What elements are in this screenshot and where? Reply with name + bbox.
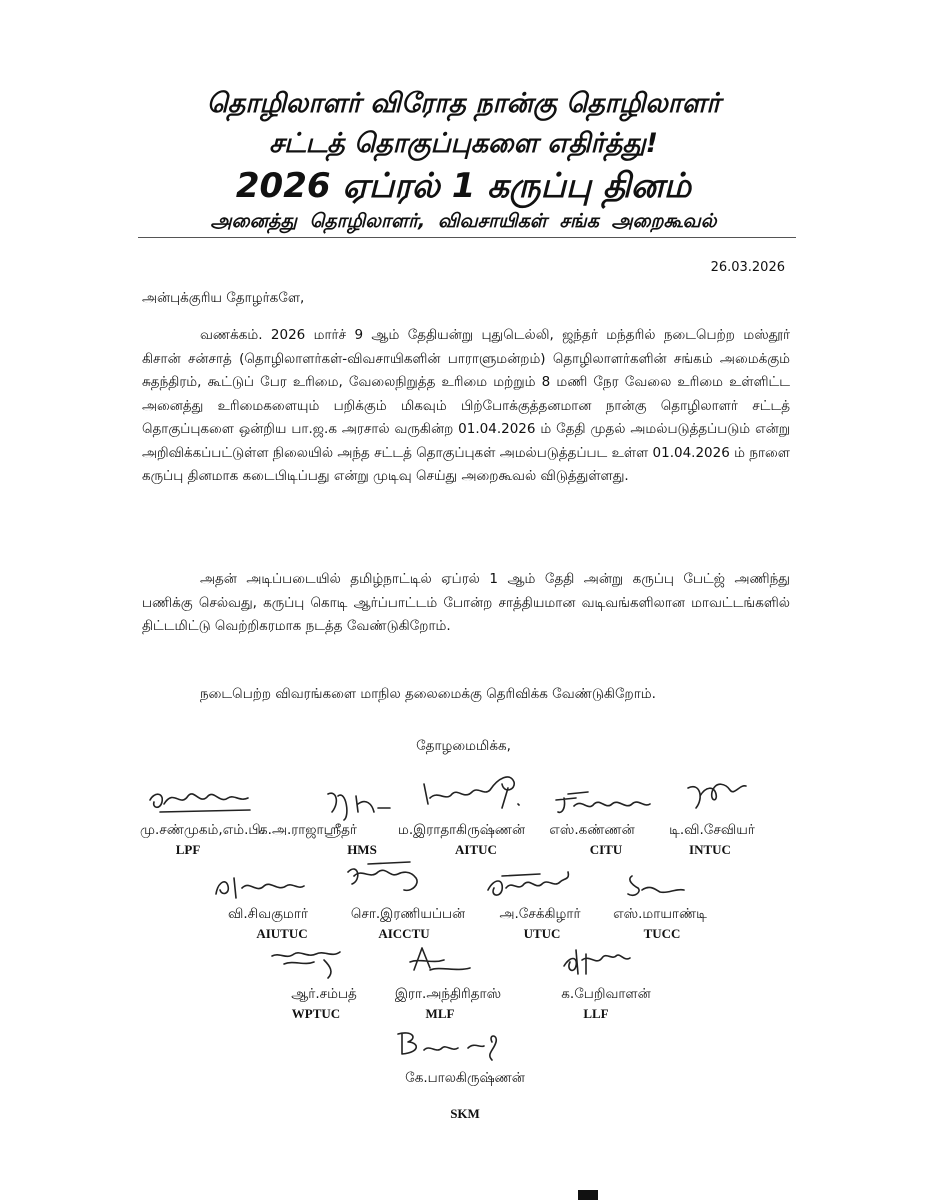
signatory-name-6: வி.சிவகுமார்	[227, 906, 309, 922]
closing: தோழமைமிக்க,	[416, 738, 511, 754]
signature-1	[140, 778, 260, 820]
salutation: அன்புக்குரிய தோழர்களே,	[142, 290, 305, 306]
body-paragraph-1: வணக்கம். 2026 மார்ச் 9 ஆம் தேதியன்று புதுடெல்லி, ஜந்தர் மந்தரில் நடைபெற்ற மஸ்தூர் கிசான் சன்சாத் (தொழிலாளர்கள்-விவசாயிகளின் பாராளுமன்றம்) தொழிலாளர்களின் சங்கம் அமைக்கும் சுதந்திரம், கூட்டுப் பேர உரிமை, வேலைநிறுத்த உரிமை மற்றும் 8 மணி நேர வேலை உரிமை உள்ளிட்ட அனைத்து உரிமைகளையும் பறிக்கும் மிகவும் பிற்போக்குத்தனமான நான்கு தொழிலாளர் சட்டத் தொகுப்புகளை ஒன்றிய பா.ஜ.க அரசால் வருகின்ற 01.04.2026 ம் தேதி முதல் அமல்படுத்தப்படும் என்று அறிவிக்கப்பட்டுள்ள நிலையில் அந்த சட்டத் தொகுப்புகள் அமல்படுத்தப்பட உள்ள 01.04.2026 ம் நாளை கருப்பு தினமாக கடைபிடிப்பது என்று முடிவு செய்து அறைகூவல் விடுத்துள்ளது.	[142, 327, 790, 484]
signature-5	[680, 772, 800, 814]
signature-13	[388, 1024, 508, 1066]
signatory-name-10: ஆர்.சம்பத்	[291, 986, 357, 1002]
signatory-org-7: AICCTU	[378, 926, 430, 941]
signatory-org-5: INTUC	[689, 842, 731, 857]
signature-10	[264, 942, 384, 984]
signatory-name-8: அ.சேக்கிழார்	[499, 906, 581, 922]
signature-6	[208, 864, 328, 906]
signature-3	[418, 768, 538, 810]
body-paragraph-2: அதன் அடிப்படையில் தமிழ்நாட்டில் ஏப்ரல் 1 ஆம் தேதி அன்று கருப்பு பேட்ஜ் அணிந்து பணிக்கு செல்வது, கருப்பு கொடி ஆர்ப்பாட்டம் போன்ற சாத்தியமான வடிவங்களிலான மாவட்டங்களில் திட்டமிட்டு வெற்றிகரமாக நடத்த வேண்டுகிறோம்.	[142, 571, 790, 634]
signatory-name-3: ம.இராதாகிருஷ்ணன்	[398, 822, 526, 838]
signatory-org-4: CITU	[589, 842, 623, 857]
signatory-name-12: க.பேறிவாளன்	[561, 986, 651, 1002]
signatory-name-7: சொ.இரணியப்பன்	[350, 906, 466, 922]
body-paragraph-3: நடைபெற்ற விவரங்களை மாநில தலைமைக்கு தெரிவிக்க வேண்டுகிறோம்.	[200, 686, 656, 702]
signatory-org-10: WPTUC	[291, 1006, 341, 1021]
signatory-name-9: எஸ்.மாயாண்டி	[613, 906, 707, 922]
signatory-name-2: க.அ.ராஜாஸ்ரீதர்	[259, 822, 357, 838]
letter-date: 26.03.2026	[710, 260, 785, 275]
signatory-org-8: UTUC	[523, 926, 561, 941]
signature-9	[620, 866, 740, 908]
signature-8	[480, 864, 600, 906]
signatory-name-1: மு.சண்முகம்,எம்.பி.	[140, 822, 266, 838]
signatory-org-2: HMS	[347, 842, 377, 857]
signature-12	[556, 940, 676, 982]
scan-artifact	[578, 1190, 598, 1200]
signatory-name-4: எஸ்.கண்ணன்	[549, 822, 635, 838]
signatory-name-5: டி.வி.சேவியர்	[669, 822, 755, 838]
headline-title: 2026 ஏப்ரல் 1 கருப்பு தினம்	[235, 166, 692, 206]
signatory-org-12: LLF	[583, 1006, 609, 1021]
signature-4	[548, 784, 668, 826]
signatory-org-13: SKM	[450, 1106, 480, 1121]
header-divider	[138, 237, 796, 238]
signatory-name-13: கே.பாலகிருஷ்ணன்	[405, 1070, 525, 1086]
headline-subtitle: அனைத்து தொழிலாளர், விவசாயிகள் சங்க அறைகூவல்	[210, 210, 717, 232]
headline-line-2: சட்டத் தொகுப்புகளை எதிர்த்து!	[269, 128, 658, 159]
signatory-org-6: AIUTUC	[256, 926, 308, 941]
signatory-name-11: இரா.அந்திரிதாஸ்	[394, 986, 502, 1002]
signatory-org-9: TUCC	[643, 926, 681, 941]
headline-line-1: தொழிலாளர் விரோத நான்கு தொழிலாளர்	[206, 88, 721, 119]
signature-7	[340, 856, 460, 898]
signatory-org-11: MLF	[425, 1006, 455, 1021]
signature-11	[400, 940, 520, 982]
signatory-org-1: LPF	[175, 842, 201, 857]
signatory-org-3: AITUC	[455, 842, 497, 857]
